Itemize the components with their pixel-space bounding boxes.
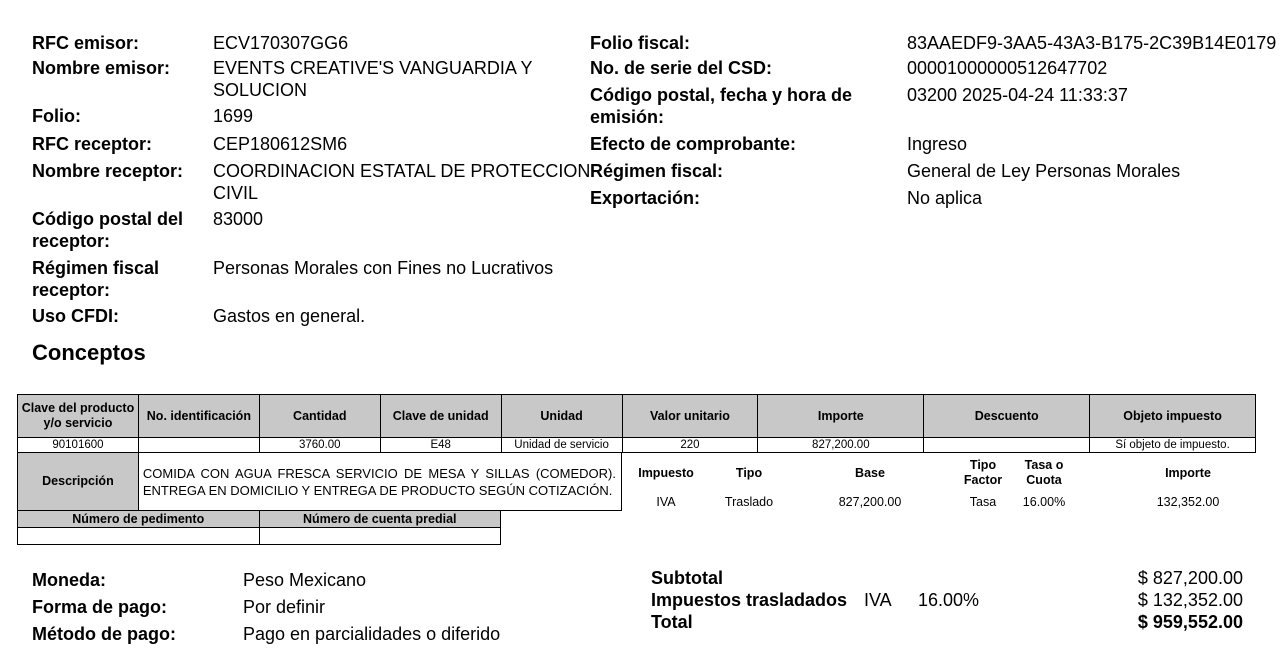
header-no-identificacion: No. identificación <box>138 395 259 438</box>
efecto-label: Efecto de comprobante: <box>590 134 797 154</box>
pedimento-label: Número de pedimento <box>18 511 260 528</box>
header-clave-line1: Clave del producto <box>21 401 135 415</box>
nombre-receptor-label: Nombre receptor: <box>32 161 184 181</box>
impuesto-nombre: IVA <box>864 590 892 610</box>
regimen-receptor-label-line2: receptor: <box>32 280 111 300</box>
cell-importe: 827,200.00 <box>758 438 924 453</box>
tax-header-tipo-factor-line2: Factor <box>963 473 1003 487</box>
descripcion-value <box>138 453 621 511</box>
cell-clave: 90101600 <box>18 438 139 453</box>
serie-csd-value: 00001000000512647702 <box>907 58 1108 78</box>
rfc-receptor-label: RFC receptor: <box>32 134 153 154</box>
conceptos-table <box>17 394 1256 453</box>
efecto-value: Ingreso <box>907 134 968 154</box>
regimen-fiscal-label: Régimen fiscal: <box>590 161 724 181</box>
forma-pago-value: Por definir <box>243 597 326 617</box>
cp-receptor-label-line1: Código postal del <box>32 209 183 229</box>
total-label: Total <box>651 612 693 632</box>
nombre-receptor-value-line1: COORDINACION ESTATAL DE PROTECCION <box>213 161 591 181</box>
exportacion-label: Exportación: <box>590 188 701 208</box>
tax-value-tipo-factor: Tasa <box>969 495 997 509</box>
regimen-receptor-label-line1: Régimen fiscal <box>32 258 160 278</box>
tax-value-impuesto: IVA <box>656 495 676 509</box>
header-unidad: Unidad <box>501 395 622 438</box>
rfc-receptor-value: CEP180612SM6 <box>213 134 348 154</box>
cp-receptor-value: 83000 <box>213 209 264 229</box>
tax-value-tipo: Traslado <box>724 495 774 509</box>
cell-unidad: Unidad de servicio <box>501 438 622 453</box>
tax-value-base: 827,200.00 <box>838 495 902 509</box>
header-objeto-impuesto: Objeto impuesto <box>1090 395 1256 438</box>
header-importe: Importe <box>758 395 924 438</box>
conceptos-title: Conceptos <box>32 340 146 365</box>
tax-header-tasa <box>1014 458 1074 488</box>
subtotal-value: $ 827,200.00 <box>1137 568 1243 588</box>
tax-header-tasa-line2: Cuota <box>1026 473 1062 487</box>
regimen-fiscal-value: General de Ley Personas Morales <box>907 161 1181 181</box>
moneda-label: Moneda: <box>32 570 106 590</box>
metodo-pago-value: Pago en parcialidades o diferido <box>243 624 501 644</box>
cell-clave-unidad: E48 <box>380 438 501 453</box>
folio-fiscal-value: 83AAEDF9-3AA5-43A3-B175-2C39B14E0179 <box>907 33 1277 53</box>
serie-csd-label: No. de serie del CSD: <box>590 58 773 78</box>
moneda-value: Peso Mexicano <box>243 570 367 590</box>
cp-fecha-label-line2: emisión: <box>590 107 665 127</box>
table-row <box>18 438 1256 453</box>
cp-fecha-value: 03200 2025-04-24 11:33:37 <box>907 85 1128 105</box>
tax-value-importe: 132,352.00 <box>1156 495 1220 509</box>
impuestos-value: $ 132,352.00 <box>1137 590 1243 610</box>
conceptos-header-row <box>18 395 1256 438</box>
nombre-emisor-label: Nombre emisor: <box>32 58 171 78</box>
header-valor-unitario: Valor unitario <box>622 395 758 438</box>
header-cantidad: Cantidad <box>259 395 380 438</box>
forma-pago-label: Forma de pago: <box>32 597 168 617</box>
total-value: $ 959,552.00 <box>1137 612 1243 632</box>
descripcion-table <box>17 452 622 511</box>
tax-header-tipo: Tipo <box>735 466 763 480</box>
tax-header-base: Base <box>855 466 885 480</box>
nombre-receptor-value-line2: CIVIL <box>213 183 259 203</box>
descripcion-line1: COMIDA CON AGUA FRESCA SERVICIO DE MESA Y SILLAS (COMEDOR). <box>142 465 616 481</box>
header-clave-unidad: Clave de unidad <box>380 395 501 438</box>
folio-fiscal-label: Folio fiscal: <box>590 33 691 53</box>
tax-value-tasa: 16.00% <box>1022 495 1066 509</box>
header-clave-producto <box>18 395 139 438</box>
cell-objeto-impuesto: Sí objeto de impuesto. <box>1090 438 1256 453</box>
tax-header-tipo-factor <box>952 458 1014 488</box>
pedimento-value <box>18 528 260 545</box>
nombre-emisor-value-line2: SOLUCION <box>213 80 308 100</box>
cp-receptor-label-line2: receptor: <box>32 231 111 251</box>
cuenta-predial-label: Número de cuenta predial <box>259 511 500 528</box>
tax-header-importe: Importe <box>1165 466 1211 480</box>
metodo-pago-label: Método de pago: <box>32 624 176 644</box>
header-descuento: Descuento <box>924 395 1090 438</box>
uso-cfdi-label: Uso CFDI: <box>32 306 119 326</box>
exportacion-value: No aplica <box>907 188 983 208</box>
folio-value: 1699 <box>213 106 254 126</box>
descripcion-label: Descripción <box>18 453 139 511</box>
rfc-emisor-value: ECV170307GG6 <box>213 33 349 53</box>
rfc-emisor-label: RFC emisor: <box>32 33 140 53</box>
regimen-receptor-value: Personas Morales con Fines no Lucrativos <box>213 258 554 278</box>
cell-descuento <box>924 438 1090 453</box>
cp-fecha-label-line1: Código postal, fecha y hora de <box>590 85 853 105</box>
tax-header-impuesto: Impuesto <box>638 466 694 480</box>
descripcion-line2: ENTREGA EN DOMICILIO Y ENTREGA DE PRODUCTO SEGÚN COTIZACIÓN. <box>142 482 613 498</box>
impuestos-trasladados-label: Impuestos trasladados <box>651 590 848 610</box>
header-clave-line2: y/o servicio <box>43 416 113 430</box>
folio-label: Folio: <box>32 106 81 126</box>
subtotal-label: Subtotal <box>651 568 723 588</box>
cell-no-identificacion <box>138 438 259 453</box>
tax-header-tipo-factor-line1: Tipo <box>969 458 997 472</box>
impuesto-tasa: 16.00% <box>918 590 980 610</box>
pedimento-table <box>17 510 501 545</box>
nombre-emisor-value-line1: EVENTS CREATIVE'S VANGUARDIA Y <box>213 58 533 78</box>
cell-valor-unitario: 220 <box>622 438 758 453</box>
tax-header-tasa-line1: Tasa o <box>1024 458 1064 472</box>
cuenta-predial-value <box>259 528 500 545</box>
uso-cfdi-value: Gastos en general. <box>213 306 366 326</box>
cell-cantidad: 3760.00 <box>259 438 380 453</box>
